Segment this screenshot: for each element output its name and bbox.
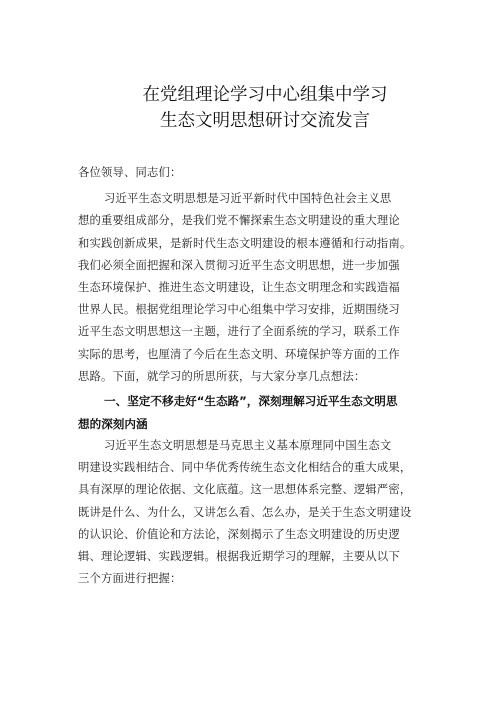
title-line-1: 在党组理论学习中心组集中学习 — [142, 85, 388, 105]
paragraph-line: 我们必须全面把握和深入贯彻习近平生态文明思想，进一步加强 — [78, 258, 400, 272]
paragraph-line: 既讲是什么、为什么，又讲怎么看、怎么办，是关于生态文明建设 — [78, 505, 412, 519]
paragraph-line: 思路。下面，就学习的所思所获，与大家分享几点想法： — [78, 369, 366, 383]
salutation: 各位领导、同志们： — [78, 166, 182, 179]
heading-line: 一、坚定不移走好“生态路”，深刻理解习近平生态文明思 — [104, 394, 398, 409]
title-line-2: 生态文明思想研讨交流发言 — [160, 111, 370, 131]
paragraph-line: 生态环境保护、推进生态文明建设，让生态文明理念和实践造福 — [78, 281, 400, 295]
paragraph-line: 辑、理论逻辑、实践逻辑。根据我近期学习的理解，主要从以下 — [78, 550, 400, 564]
heading-line: 想的深刻内涵 — [78, 416, 148, 431]
document-title — [78, 82, 440, 134]
paragraph-line: 三个方面进行把握： — [78, 572, 182, 586]
paragraph-line: 具有深厚的理论依据、文化底蕴。这一思想体系完整、逻辑严密， — [78, 483, 412, 497]
paragraph-line: 想的重要组成部分，是我们党不懈探索生态文明建设的重大理论 — [78, 214, 400, 228]
paragraph-line: 世界人民。根据党组理论学习中心组集中学习安排，近期围绕习 — [78, 303, 400, 317]
section-heading-1 — [78, 390, 440, 435]
paragraph-line: 的认识论、价值论和方法论，深刻揭示了生态文明建设的历史逻 — [78, 527, 400, 541]
paragraph-line: 习近平生态文明思想是习近平新时代中国特色社会主义思 — [104, 192, 392, 206]
paragraph-line: 近平生态文明思想这一主题，进行了全面系统的学习，联系工作 — [78, 325, 400, 339]
paragraph-line: 实际的思考，也厘清了今后在生态文明、环境保护等方面的工作 — [78, 347, 400, 361]
paragraph-line: 明建设实践相结合、同中华优秀传统生态文化相结合的重大成果， — [78, 461, 412, 475]
paragraph-line: 和实践创新成果，是新时代生态文明建设的根本遵循和行动指南。 — [78, 236, 412, 250]
paragraph-1 — [78, 188, 440, 388]
paragraph-2 — [78, 435, 440, 590]
paragraph-line: 习近平生态文明思想是马克思主义基本原理同中国生态文 — [104, 439, 392, 453]
